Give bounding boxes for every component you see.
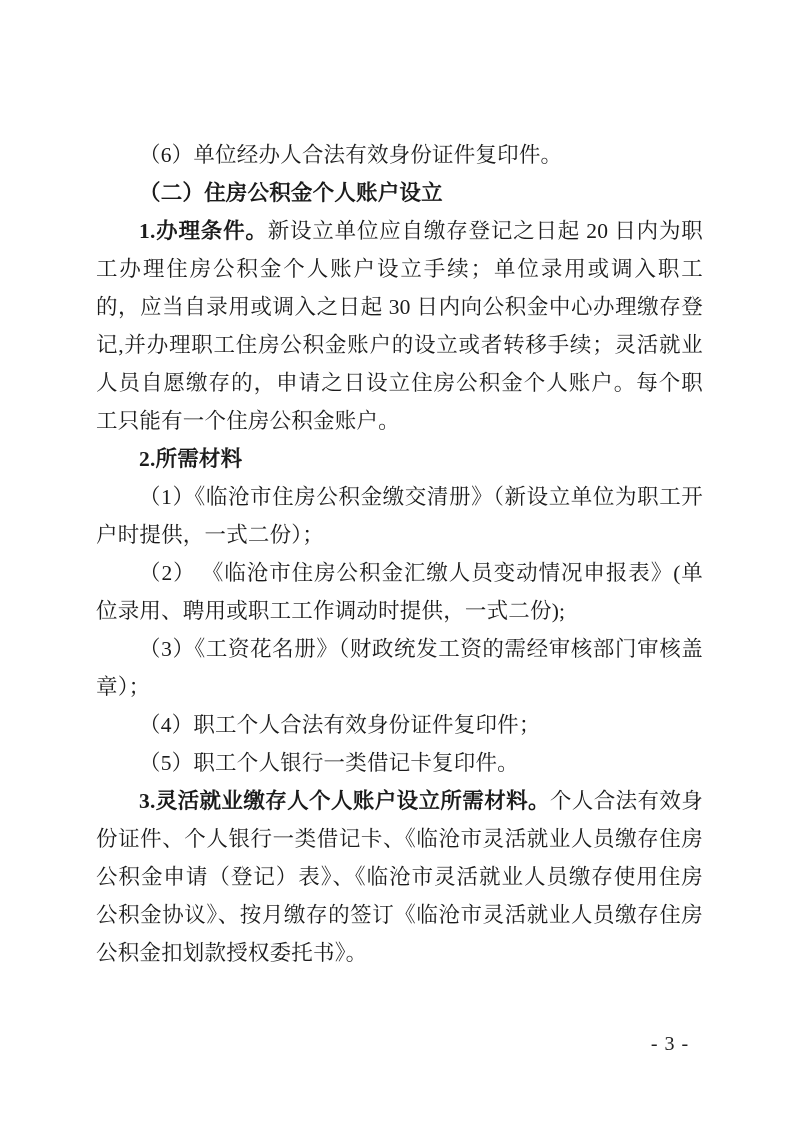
paragraph-text: （6）单位经办人合法有效身份证件复印件。 bbox=[139, 143, 563, 167]
paragraph-text: （4）职工个人合法有效身份证件复印件； bbox=[139, 713, 541, 737]
section-heading-2 bbox=[96, 174, 703, 212]
paragraph-material-2 bbox=[96, 554, 703, 630]
paragraph-material-5 bbox=[96, 744, 703, 782]
subsection-heading-text: 2.所需材料 bbox=[139, 447, 243, 471]
paragraph-lead: 3.灵活就业缴存人个人账户设立所需材料。 bbox=[139, 789, 550, 813]
page-number bbox=[600, 1032, 740, 1056]
section-heading-text: （二）住房公积金个人账户设立 bbox=[139, 181, 443, 205]
paragraph-lead: 1.办理条件。 bbox=[139, 219, 268, 243]
paragraph-text: 个人合法有效身份证件、个人银行一类借记卡、《临沧市灵活就业人员缴存住房公积金申请（登记）表》、《临沧市灵活就业人员缴存使用住房公积金协议》、按月缴存的签订《临沧市灵活就业人员缴存住房公积金扣划款授权委托书》。 bbox=[96, 789, 703, 965]
paragraph-flexible-employment bbox=[96, 782, 703, 972]
document-body bbox=[96, 136, 703, 972]
paragraph-conditions bbox=[96, 212, 703, 440]
paragraph-material-3 bbox=[96, 630, 703, 706]
page-number-text: - 3 - bbox=[650, 1033, 690, 1055]
paragraph-text: （5）职工个人银行一类借记卡复印件。 bbox=[139, 751, 519, 775]
paragraph-text: （2） 《临沧市住房公积金汇缴人员变动情况申报表》(单位录用、聘用或职工工作调动时提供，一式二份); bbox=[96, 561, 703, 623]
paragraph-text: （1）《临沧市住房公积金缴交清册》（新设立单位为职工开户时提供，一式二份）； bbox=[96, 485, 703, 547]
paragraph-text: 新设立单位应自缴存登记之日起 20 日内为职工办理住房公积金个人账户设立手续；单位录用或调入职工的，应当自录用或调入之日起 30 日内向公积金中心办理缴存登记,并办理职工住房公积金账户的设立或者转移手续；灵活就业人员自愿缴存的，申请之日设立住房公积金个人账户。每个职工只能有一个住房公积金账户。 bbox=[96, 219, 703, 433]
paragraph-text: （3）《工资花名册》（财政统发工资的需经审核部门审核盖章）； bbox=[96, 637, 703, 699]
paragraph-material-1 bbox=[96, 478, 703, 554]
paragraph-material-4 bbox=[96, 706, 703, 744]
paragraph-item-6 bbox=[96, 136, 703, 174]
subsection-heading-materials bbox=[96, 440, 703, 478]
